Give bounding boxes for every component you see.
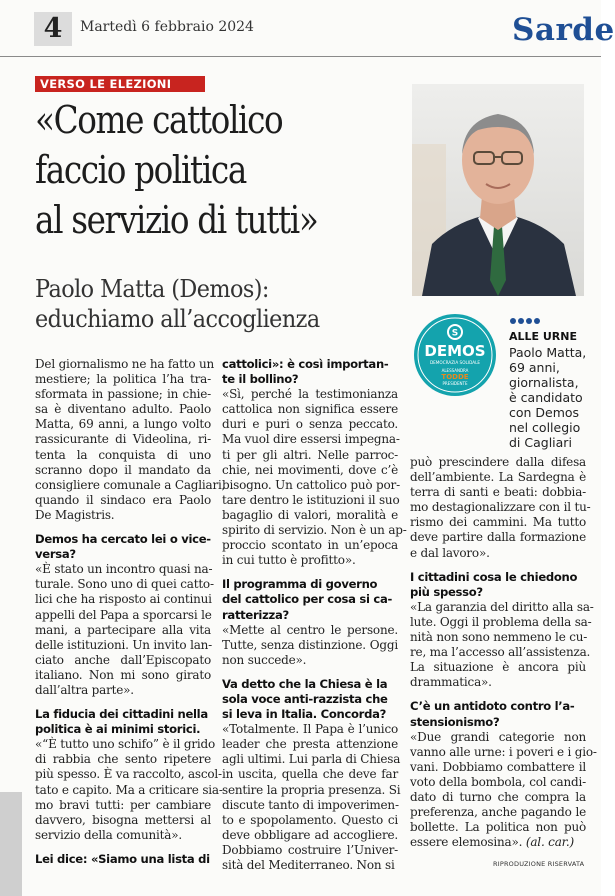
text-line: in uscita, quella che deve far <box>222 767 398 782</box>
demos-logo-name: DEMOS <box>424 342 486 360</box>
text-line: terra di santi e beati: dobbia- <box>410 485 586 500</box>
interview-question <box>222 357 398 387</box>
article-paragraph <box>35 737 223 843</box>
text-line: nità non sono nemmeno le cu- <box>410 630 588 645</box>
caption-title: ALLE URNE <box>509 330 577 343</box>
header-divider <box>0 56 601 57</box>
text-line: «“È tutto uno schifo” è il grido <box>35 737 216 752</box>
block-gap <box>35 698 211 707</box>
question-line: C’è un antidoto contro l’a- <box>410 699 575 714</box>
question-line: La fiducia dei cittadini nella <box>35 707 208 722</box>
article-column-2 <box>222 357 407 873</box>
text-line: «Due grandi categorie non <box>410 729 586 744</box>
question-line: Lei dice: «Siamo una lista di <box>35 851 210 866</box>
text-line: ti per gli altri. Nelle parroc- <box>222 447 398 462</box>
subheadline-line: Paolo Matta (Demos): <box>35 275 269 303</box>
question-line: te il bollino? <box>222 372 299 387</box>
text-line: discute tanto di impoverimen- <box>222 797 399 812</box>
interview-question <box>222 577 398 622</box>
text-line: mani, a partecipare alla vita <box>35 622 211 637</box>
headline <box>35 95 358 245</box>
text-line: mo bravi tutti: per cambiare <box>35 797 211 812</box>
article-paragraph <box>410 729 597 851</box>
text-line: di rabbia che sento ripetere <box>35 752 211 767</box>
text-line: bagaglio di valori, moralità e <box>222 507 398 522</box>
text-line: to e spopolamento. Questo ci <box>222 812 398 827</box>
block-gap <box>35 843 211 852</box>
svg-text:S: S <box>451 328 459 339</box>
caption-line: nel collegio <box>509 420 581 435</box>
text-line: rismo dei cammini. Ma tutto <box>410 515 586 530</box>
text-line: spirito di servizio. Non è un ap- <box>222 523 407 538</box>
question-line: politica è ai minimi storici. <box>35 722 201 737</box>
question-line: sola voce anti-razzista che <box>222 691 388 706</box>
question-line: si leva in Italia. Concorda? <box>222 707 387 722</box>
text-line: italiano. Non mi sono girato <box>35 667 211 682</box>
text-line: re, ma l’accesso all’assistenza. <box>410 645 591 660</box>
article-paragraph <box>222 623 398 668</box>
caption-line: 69 anni, <box>509 360 560 375</box>
text-line: «Sì, perché la testimonianza <box>222 387 398 402</box>
demos-logo <box>412 312 498 398</box>
question-line: ratterizza? <box>222 607 289 622</box>
author-initials: (al. car.) <box>525 835 574 850</box>
text-line: «È stato un incontro quasi na- <box>35 562 213 577</box>
interview-question <box>410 570 586 600</box>
block-gap <box>35 523 211 532</box>
text-line: drammatica». <box>410 675 492 690</box>
section-title: Sarde <box>512 12 615 48</box>
text-line: cattolica non significa essere <box>222 402 398 417</box>
subheadline-line: educhiamo all’accoglienza <box>35 305 320 333</box>
text-line: sità del Mediterraneo. Non si <box>222 858 395 872</box>
interview-question <box>410 699 586 729</box>
text-line: lute. Oggi il problema della sa- <box>410 614 592 629</box>
text-line: proccio scontato in un’epoca <box>222 538 398 553</box>
question-line: del cattolico per cosa si ca- <box>222 592 392 607</box>
text-line: servizio della comunità». <box>35 827 182 842</box>
article-paragraph <box>222 387 407 568</box>
caption-line: giornalista, <box>509 375 579 390</box>
text-line: La situazione è ancora più <box>410 660 586 675</box>
text-line: in cui tutto è profitto». <box>222 553 356 568</box>
article-paragraph <box>35 357 226 523</box>
question-line: Il programma di governo <box>222 577 378 592</box>
question-line: cattolici»: è così importan- <box>222 357 389 371</box>
text-line: vani. Dobbiamo combattere il <box>410 759 586 774</box>
caption-line: Paolo Matta, <box>509 345 587 360</box>
text-line: dall’altra parte». <box>35 682 134 697</box>
text-line: Dobbiamo costruire l’Univer- <box>222 842 398 857</box>
text-line: voto della bombola, col candi- <box>410 774 586 789</box>
demos-logo-graphic <box>412 312 498 398</box>
text-line: rassicurante di Videolina, ri- <box>35 432 211 447</box>
text-line: Del giornalismo ne ha fatto un <box>35 357 215 371</box>
text-line: Tutte, senza distinzione. Oggi <box>222 637 398 652</box>
interview-question <box>222 677 398 722</box>
text-line: può prescindere dalla difesa <box>410 455 586 469</box>
text-line: preferenza, anche pagando le <box>410 805 586 820</box>
text-line: agli ultimi. Lui parla di Chiesa <box>222 752 401 767</box>
text-line: tare dentro le istituzioni il suo <box>222 492 400 507</box>
block-gap <box>410 561 586 570</box>
text-line: mestiere; la politica l’ha tra- <box>35 372 211 387</box>
caption-line: di Cagliari <box>509 435 572 450</box>
subheadline <box>35 274 320 334</box>
text-line: dato di turno che compra la <box>410 789 586 804</box>
text-line: vanno alle urne: i poveri e i gio- <box>410 744 597 759</box>
question-line: Demos ha cercato lei o vice- <box>35 532 211 547</box>
article-column-1 <box>35 357 226 867</box>
text-line: più spesso. È va raccolto, ascol- <box>35 767 222 782</box>
copyright-notice: RIPRODUZIONE RISERVATA <box>493 860 585 868</box>
text-line: delle istituzioni. Un invito lan- <box>35 637 213 652</box>
text-line: tato e capito. Ma a criticare sia- <box>35 782 223 797</box>
text-line: ciato anche dall’Episcopato <box>35 652 211 667</box>
text-line: turale. Sono uno di quei catto- <box>35 577 214 592</box>
demos-logo-tagline: DEMOCRAZIA SOLIDALE <box>429 360 481 365</box>
interview-question <box>35 532 211 562</box>
text-line: non succede». <box>222 652 307 667</box>
issue-date: Martedì 6 febbraio 2024 <box>80 19 254 35</box>
text-line: deve partire dalla formazione <box>410 530 586 545</box>
text-line: essere elemosina». (al. car.) <box>410 835 574 850</box>
text-line: scranno dopo il mandato da <box>35 462 211 477</box>
text-line: De Magistris. <box>35 507 115 522</box>
headline-line: faccio politica <box>35 148 246 192</box>
text-line: «La garanzia del diritto alla sa- <box>410 599 594 614</box>
demos-logo-candidate-3: PRESIDENTE <box>442 381 468 386</box>
article-paragraph <box>35 562 214 698</box>
article-paragraph <box>222 722 401 873</box>
kicker-label: VERSO LE ELEZIONI <box>35 76 205 92</box>
question-line: più spesso? <box>410 584 483 599</box>
portrait-illustration <box>412 84 584 296</box>
headline-line: al servizio di tutti» <box>35 198 318 242</box>
block-gap <box>222 568 398 577</box>
interview-question <box>35 707 211 737</box>
caption-dots-icon <box>509 317 549 325</box>
text-line: sentire la propria presenza. Si <box>222 782 401 797</box>
question-line: I cittadini cosa le chiedono <box>410 569 578 584</box>
question-line: Va detto che la Chiesa è la <box>222 676 388 691</box>
text-line: «Totalmente. Il Papa è l’unico <box>222 722 398 737</box>
demos-logo-candidate-2: TODDE <box>441 373 469 381</box>
text-line: leader che presta attenzione <box>222 737 398 752</box>
text-line: mo destagionalizzare con il tu- <box>410 500 591 515</box>
page-edge-tab <box>0 792 22 896</box>
text-line: davvero, bisogna mettersi al <box>35 812 211 827</box>
text-line: sa è diventano adulto. Paolo <box>35 402 211 417</box>
text-line: appelli del Papa a sporcarsi le <box>35 607 212 622</box>
article-paragraph <box>410 599 594 691</box>
text-line: «Mette al centro le persone. <box>222 622 398 637</box>
text-line: bisogno. Un cattolico può por- <box>222 477 400 492</box>
text-line: Ma vuol dire essersi impegna- <box>222 432 400 447</box>
block-gap <box>222 668 398 677</box>
article-paragraph <box>410 455 591 561</box>
text-line: quando il sindaco era Paolo <box>35 492 211 507</box>
caption-line: è candidato <box>509 390 583 405</box>
text-line: chie, nei movimenti, dove c’è <box>222 462 398 477</box>
text-line: tenta la conquista di uno <box>35 447 211 462</box>
block-gap <box>410 690 586 699</box>
demos-logo-candidate-1: ALESSANDRA <box>441 368 469 373</box>
headline-line: «Come cattolico <box>35 98 283 142</box>
text-line: Matta, 69 anni, a lungo volto <box>35 417 211 432</box>
portrait-photo <box>412 84 584 296</box>
text-line: sformata in passione; in chie- <box>35 387 211 402</box>
text-line: dell’ambiente. La Sardegna è <box>410 470 586 485</box>
page-number: 4 <box>34 12 72 46</box>
text-line: duri e puri o senza peccato. <box>222 417 398 432</box>
question-line: versa? <box>35 547 76 562</box>
text-line: e dal lavoro». <box>410 545 490 560</box>
caption-line: con Demos <box>509 405 580 420</box>
caption-body <box>509 345 586 450</box>
article-column-3 <box>410 455 597 850</box>
interview-question <box>35 852 211 867</box>
question-line: stensionismo? <box>410 714 500 729</box>
text-line: deve obbligare ad accogliere. <box>222 827 398 842</box>
text-line: bollette. La politica non può <box>410 820 586 835</box>
text-line: consigliere comunale a Cagliari, <box>35 477 226 492</box>
text-line: lici che ha risposto ai continui <box>35 592 212 607</box>
